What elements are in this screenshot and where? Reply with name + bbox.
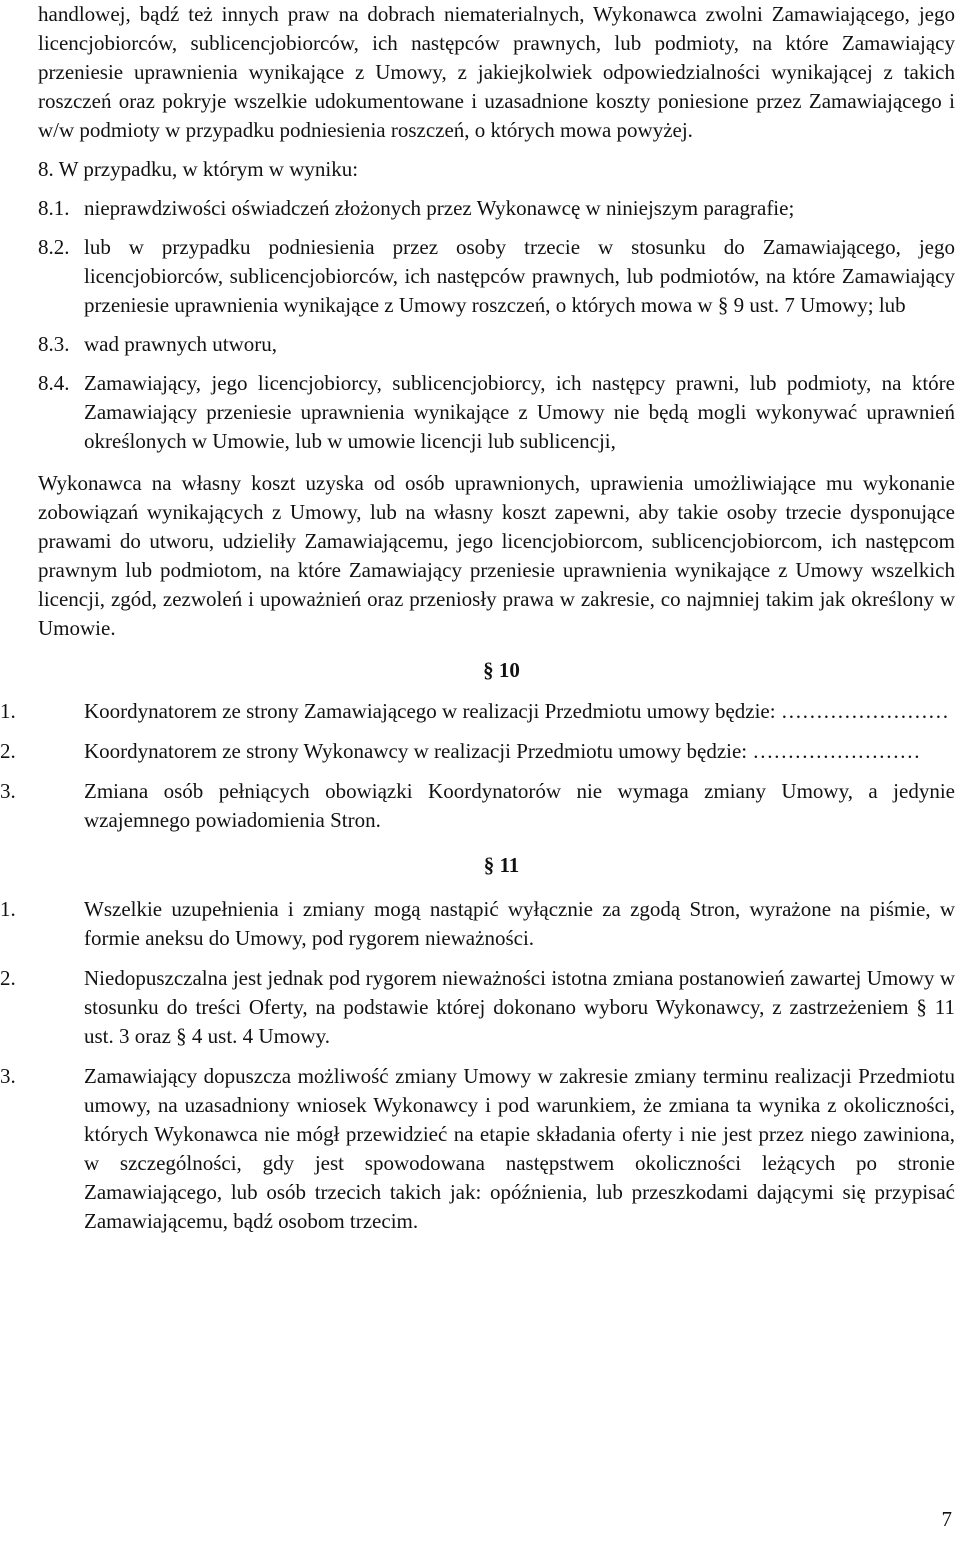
section-10-item-2	[0, 737, 955, 766]
section-heading-10: § 10	[483, 658, 520, 682]
list-text: lub w przypadku podniesienia przez osoby trzecie w stosunku do Zamawiającego, jego licencjobiorców, sublicencjobiorców, ich następców prawnych, lub podmiotów, na które Zamawiający przeniesie uprawnienia wynikające z Umowy roszczeń, o których mowa w § 9 ust. 7 Umowy; lub	[84, 235, 955, 317]
intro-paragraph: handlowej, bądź też innych praw na dobrach niematerialnych, Wykonawca zwolni Zamawiającego, jego licencjobiorców, sublicencjobiorców, ich następców prawnych, lub podmioty, na które Zamawiający przeniesie uprawnienia wynikające z Umowy, z jakiejkolwiek odpowiedzialności wynikającej z takich roszczeń oraz pokryje wszelkie udokumentowane i uzasadnione koszty poniesione przez Zamawiającego i w/w podmioty w przypadku podniesienia roszczeń, o których mowa powyżej.	[38, 2, 955, 142]
section-11-item-2	[0, 964, 955, 1051]
list-number: 3.	[0, 779, 16, 803]
list-text: Koordynatorem ze strony Zamawiającego w realizacji Przedmiotu umowy będzie: ……………………	[84, 699, 949, 723]
list-number: 8.1.	[38, 196, 70, 220]
list-item-8-3	[38, 330, 955, 359]
list-item-8-4	[38, 369, 955, 456]
list-number: 2.	[0, 966, 16, 990]
list-number: 1.	[0, 897, 16, 921]
list-text: wad prawnych utworu,	[84, 332, 278, 356]
list-text: Zmiana osób pełniących obowiązki Koordynatorów nie wymaga zmiany Umowy, a jedynie wzajemnego powiadomienia Stron.	[84, 779, 955, 832]
section-10-item-1-body	[0, 697, 955, 726]
closing-paragraph: Wykonawca na własny koszt uzyska od osób uprawnionych, uprawienia umożliwiające mu wykonanie zobowiązań wynikających z Umowy, lub na własny koszt zapewni, aby takie osoby trzecie dysponujące prawami do utworu, udzieliły Zamawiającemu, jego licencjobiorcom, sublicencjobiorcom, ich następcom prawnym lub podmiotom, na które Zamawiający przeniesie uprawnienia wynikające z Umowy wszelkich licencji, zgód, zezwoleń i upoważnień oraz przeniosły prawa w zakresie, co najmniej takim jak określony w Umowie.	[38, 471, 955, 640]
list-text: Niedopuszczalna jest jednak pod rygorem nieważności istotna zmiana postanowień zawartej Umowy w stosunku do treści Oferty, na podstawie której dokonano wyboru Wykonawcy, z zastrzeżeniem § 11 ust. 3 oraz § 4 ust. 4 Umowy.	[84, 966, 955, 1048]
list-number: 8.2.	[38, 235, 70, 259]
section-10-item-3	[0, 777, 955, 835]
list-item-8	[38, 155, 955, 184]
section-11-item-1	[0, 895, 955, 953]
list-item-8-1	[38, 194, 955, 223]
list-text: Zamawiający dopuszcza możliwość zmiany Umowy w zakresie zmiany terminu realizacji Przedmiotu umowy, na uzasadniony wniosek Wykonawcy i pod warunkiem, że zmiana ta wynika z okoliczności, których Wykonawca nie mógł przewidzieć na etapie składania oferty i nie jest przez niego zawiniona, w szczególności, gdy jest spowodowana następstwem okoliczności leżących po stronie Zamawiającego, lub osób trzecich takich jak: opóźnienia, lub przeszkodami dającymi się przypisać Zamawiającemu, bądź osobom trzecim.	[84, 1064, 955, 1233]
list-text: Koordynatorem ze strony Wykonawcy w realizacji Przedmiotu umowy będzie: ……………………	[84, 739, 921, 763]
page-number: 7	[941, 1507, 952, 1531]
section-heading-11: § 11	[483, 853, 520, 877]
list-number: 8.	[38, 157, 54, 181]
list-number: 1.	[0, 699, 16, 723]
section-11-item-3	[0, 1062, 955, 1236]
list-text: nieprawdziwości oświadczeń złożonych przez Wykonawcę w niniejszym paragrafie;	[84, 196, 795, 220]
list-item-8-2	[38, 233, 955, 320]
list-number: 8.4.	[38, 371, 70, 395]
list-text: W przypadku, w którym w wyniku:	[58, 157, 359, 181]
list-text: Zamawiający, jego licencjobiorcy, sublicencjobiorcy, ich następcy prawni, lub podmioty, na które Zamawiający przeniesie uprawnienia wynikające z Umowy nie będą mogli wykonywać uprawnień określonych w Umowie, lub w umowie licencji lub sublicencji,	[84, 371, 955, 453]
list-number: 2.	[0, 739, 16, 763]
list-text: Wszelkie uzupełnienia i zmiany mogą nastąpić wyłącznie za zgodą Stron, wyrażone na piśmie, w formie aneksu do Umowy, pod rygorem nieważności.	[84, 897, 955, 950]
list-number: 3.	[0, 1064, 16, 1088]
list-number: 8.3.	[38, 332, 70, 356]
